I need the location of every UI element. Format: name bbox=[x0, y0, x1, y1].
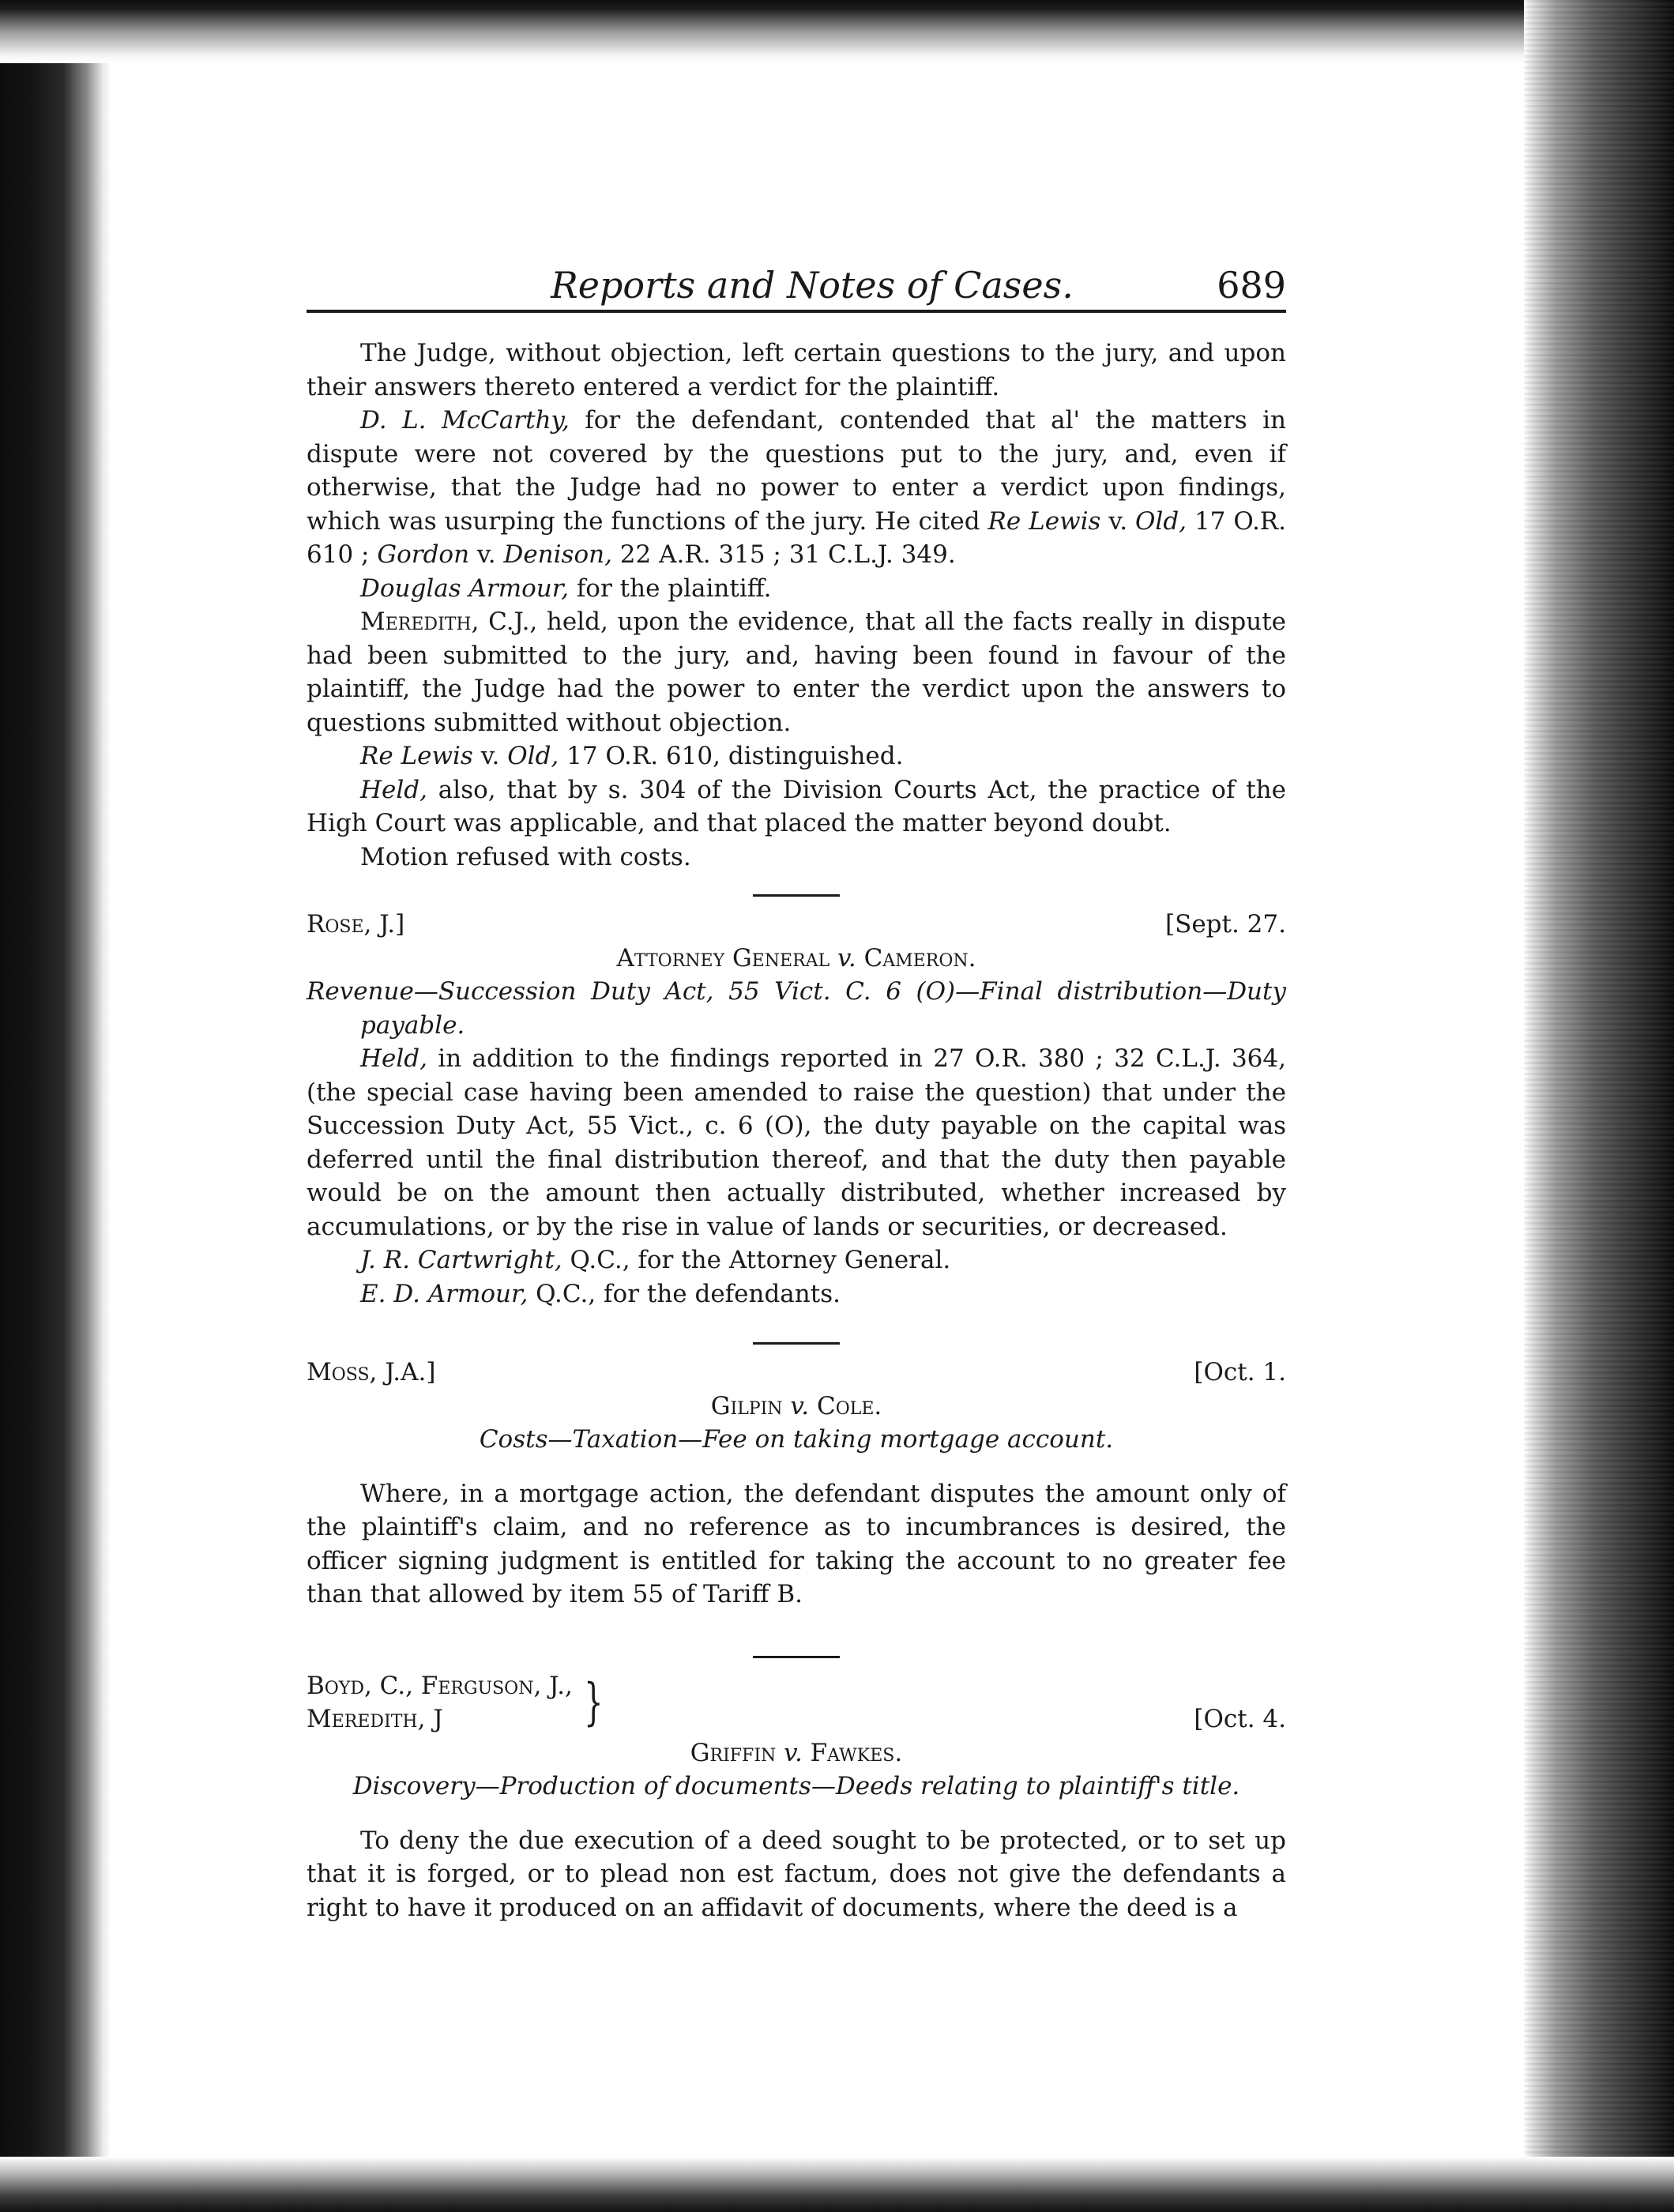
case-subject: Discovery—Production of documents—Deeds relating to plaintiff's title. bbox=[352, 1772, 1240, 1800]
held-label: Held, bbox=[360, 1044, 427, 1073]
brace-glyph: } bbox=[584, 1673, 604, 1732]
case-citation: Re Lewis bbox=[987, 506, 1101, 536]
section-divider bbox=[753, 1656, 840, 1658]
running-title: Reports and Notes of Cases. bbox=[551, 264, 1074, 307]
held-label: Held, bbox=[360, 775, 427, 804]
paragraph: Re Lewis v. Old, 17 O.R. 610, distinguished. bbox=[360, 742, 904, 770]
scan-left-edge bbox=[0, 0, 111, 2212]
counsel-name: E. D. Armour, bbox=[360, 1279, 529, 1308]
paragraph: Where, in a mortgage action, the defendant disputes the amount only of the plaintiff's claim, and no reference as to incumbrances is desired, the officer signing judgment is entitled for taking the account to no greater fee than that allowed by item 55 of Tariff B. bbox=[307, 1479, 1286, 1608]
case-heading bbox=[307, 1669, 1286, 1736]
counsel-name: D. L. McCarthy, bbox=[360, 406, 570, 434]
case-citation: Old, bbox=[507, 742, 559, 770]
judges: Boyd, C., Ferguson, J., Meredith, J } bbox=[307, 1671, 604, 1733]
running-header bbox=[307, 261, 1286, 313]
case-title: Attorney General v. Cameron. bbox=[616, 943, 976, 972]
case-heading bbox=[307, 908, 1286, 942]
paragraph: D. L. McCarthy, for the defendant, contended that al' the matters in dispute were not covered by the questions put to the jury, and, even if otherwise, that the Judge had no power to enter a verdict upon findings, which was usurping the functions of the jury. He cited Re Lewis v. Old, 17 O.R. 610 ; Gordon v. Denison, 22 A.R. 315 ; 31 C.L.J. 349. bbox=[307, 406, 1286, 569]
paragraph: Held, also, that by s. 304 of the Division Courts Act, the practice of the High Court was applicable, and that placed the matter beyond doubt. bbox=[307, 775, 1286, 837]
case-citation: Gordon bbox=[377, 540, 470, 569]
judge: Moss, J.A.] bbox=[307, 1358, 436, 1386]
paragraph: To deny the due execution of a deed sought to be protected, or to set up that it is forged, or to plead non est factum, does not give the defendants a right to have it produced on an affidavit of documents, where the deed is a bbox=[307, 1826, 1286, 1922]
paragraph: The Judge, without objection, left certain questions to the jury, and upon their answers thereto entered a verdict for the plaintiff. bbox=[307, 339, 1286, 401]
case-citation: Denison, bbox=[503, 540, 612, 569]
case-2 bbox=[307, 908, 1286, 1311]
paragraph: Meredith, C.J., held, upon the evidence, that all the facts really in dispute had been submitted to the jury, and, having been found in favour of the plaintiff, the Judge had the power to enter the verdict upon the answers to questions submitted without objection. bbox=[307, 608, 1286, 737]
case-title: Gilpin v. Cole. bbox=[710, 1391, 882, 1420]
paragraph: E. D. Armour, Q.C., for the defendants. bbox=[360, 1279, 841, 1308]
case-date: [Oct. 1. bbox=[1194, 1358, 1286, 1386]
case-4 bbox=[307, 1669, 1286, 1925]
paragraph: J. R. Cartwright, Q.C., for the Attorney General. bbox=[360, 1246, 951, 1274]
case-date: [Sept. 27. bbox=[1165, 910, 1286, 939]
judge: Rose, J.] bbox=[307, 910, 405, 939]
page-number: 689 bbox=[1217, 264, 1286, 307]
section-divider bbox=[753, 894, 840, 897]
counsel-name: J. R. Cartwright, bbox=[360, 1246, 562, 1274]
case-title: Griffin v. Fawkes. bbox=[690, 1738, 903, 1767]
case-subject: Revenue—Succession Duty Act, 55 Vict. C. 6 (O)—Final distribution—Duty payable. bbox=[307, 977, 1286, 1040]
scan-top-edge bbox=[0, 0, 1674, 63]
paragraph: Held, in addition to the findings reported in 27 O.R. 380 ; 32 C.L.J. 364, (the special case having been amended to raise the question) that under the Succession Duty Act, 55 Vict., c. 6 (O), the duty payable on the capital was deferred until the final distribution thereof, and that the duty then payable would be on the amount then actually distributed, whether increased by accumulations, or by the rise in value of lands or securities, or decreased. bbox=[307, 1044, 1286, 1241]
counsel-name: Douglas Armour, bbox=[360, 574, 569, 603]
scan-right-edge bbox=[1524, 0, 1674, 2212]
case-citation: Old, bbox=[1135, 506, 1187, 536]
case-date: [Oct. 4. bbox=[1194, 1705, 1286, 1733]
case-3 bbox=[307, 1356, 1286, 1612]
page-content bbox=[307, 261, 1286, 1924]
case-1 bbox=[307, 337, 1286, 874]
judge-name: Meredith, bbox=[360, 608, 480, 636]
case-citation: Re Lewis bbox=[360, 742, 473, 770]
case-subject: Costs—Taxation—Fee on taking mortgage account. bbox=[479, 1425, 1114, 1454]
paragraph: Douglas Armour, for the plaintiff. bbox=[360, 574, 772, 603]
paragraph: Motion refused with costs. bbox=[360, 842, 691, 871]
case-heading bbox=[307, 1356, 1286, 1390]
section-divider bbox=[753, 1342, 840, 1345]
scan-bottom-edge bbox=[0, 2157, 1674, 2212]
